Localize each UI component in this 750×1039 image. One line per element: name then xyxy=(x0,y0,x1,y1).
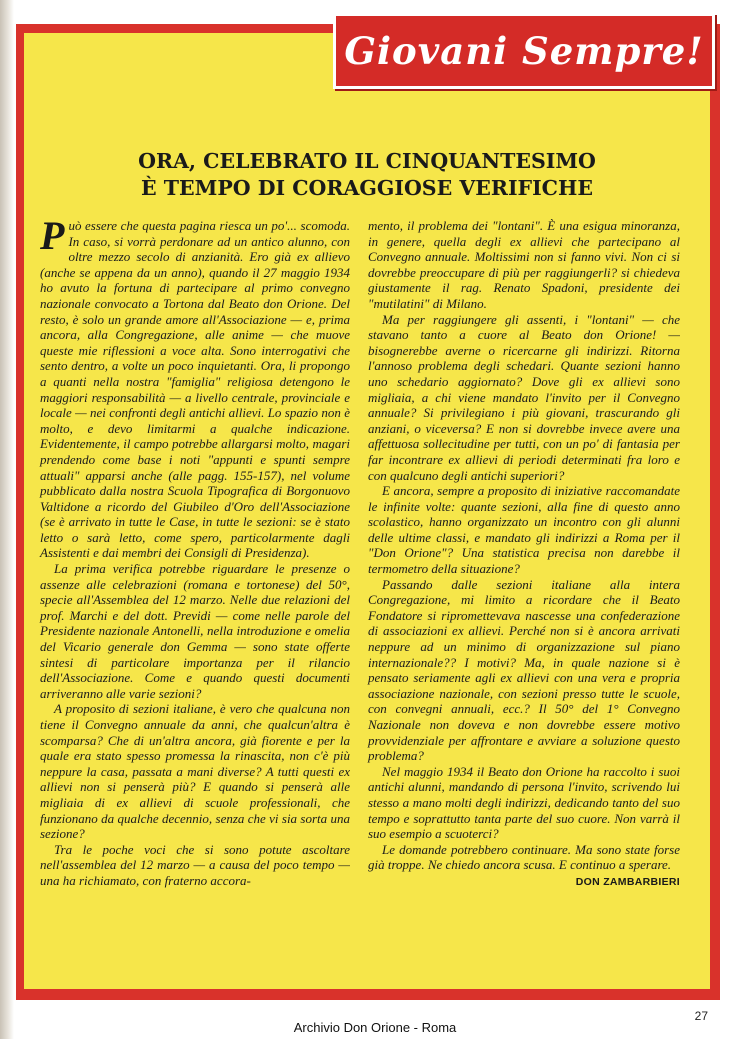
drop-cap: P xyxy=(40,213,65,258)
article-title xyxy=(24,148,710,202)
article-left-column xyxy=(40,213,350,889)
page-number: 27 xyxy=(694,1009,708,1023)
article-title-line-2: È TEMPO DI CORAGGIOSE VERIFICHE xyxy=(140,176,593,200)
archive-label: Archivio Don Orione - Roma xyxy=(293,1020,457,1035)
page-spine xyxy=(0,0,14,1039)
paragraph: Tra le poche voci che si sono potute ascoltare nell'assemblea del 12 marzo — a causa del poco tempo — una ha richiamato, con fraterno accora- xyxy=(40,841,350,888)
paragraph: Passando dalle sezioni italiane alla intera Congregazione, mi limito a ricordare che il Beato Fondatore si ripromettevava nascesse una confederazione di associazioni ex allievi. Perché non si è ancora arrivati neppure ad un minimo di organizzazione sul piano internazionale?? I motivi? Ma, in quale nazione si è pensato seriamente agli ex allievi con una vera e propria associazione nazionale, con sezioni presso tutte le scuole, con convegni annuali, ecc.? Il 50° del 1° Convegno Nazionale non doveva e non dovrebbe essere motivo provvidenziale per affrontare e avviare a soluzione questo problema? xyxy=(368,576,680,764)
article-right-column xyxy=(368,218,680,891)
paragraph-text: Le domande potrebbero continuare. Ma sono state forse già troppe. Ne chiedo ancora scusa. E continuo a sperare. xyxy=(368,841,680,873)
author-signature: DON ZAMBARBIERI xyxy=(575,875,680,888)
paragraph: A proposito di sezioni italiane, è vero che qualcuna non tiene il Convegno annuale da anni, che qualcun'altra è scomparsa? Che di un'altra ancora, già fiorente e per la quale era stato spesso promessa la rinascita, non c'è più neppure la casa, passata a mani diverse? A tutti questi ex allievi non si penserà più? E quando si penserà alle migliaia di ex allievi di scuole professionali, che funzionano da qualche decennio, senza che vi sia sorta una sezione? xyxy=(40,701,350,842)
article-title-line-1: ORA, CELEBRATO IL CINQUANTESIMO xyxy=(138,149,596,173)
paragraph xyxy=(40,213,350,561)
banner-title: Giovani Sempre! xyxy=(344,29,704,73)
paragraph: La prima verifica potrebbe riguardare le presenze o assenze alle celebrazioni (romana e tortonese) del 50°, specie all'Assemblea del 12 marzo. Nelle due relazioni del prof. Marchi e del dott. Previdi — come nelle parole del Presidente nazionale Antonelli, nella introduzione e omelia del Vicario generale don Gemma — sono state offerte sintesi di particolare importanza per il rilancio dell'Associazione. Come e quando questi documenti arriveranno alle varie sezioni? xyxy=(40,561,350,701)
paragraph: Ma per raggiungere gli assenti, i "lontani" — che stavano tanto a cuore al Beato don Orione! — bisognerebbe averne o ricercarne gli indirizzi. Ritorna l'annoso problema degli schedari. Quante sezioni hanno uno schedario aggiornato? Dove gli ex allievi sono migliaia, a chi viene mandato l'invito per il Convegno annuale? Si privilegiano i più giovani, trascurando gli anziani, o viceversa? E non si dovrebbe invece avere una affettuosa sollecitudine per tutti, con un po' di fantasia per far incontrare ex allievi di periodi determinati fra loro e con qualcuno degli antichi superiori? xyxy=(368,311,680,483)
paragraph: Nel maggio 1934 il Beato don Orione ha raccolto i suoi antichi alunni, mandando di persona l'invito, scrivendo lui stesso a mano molti degli indirizzi, dedicando tanto del suo tempo e soprattutto tanta parte del suo cuore. Non varrà il suo esempio a scuoterci? xyxy=(368,763,680,842)
paragraph: E ancora, sempre a proposito di iniziative raccomandate le infinite volte: quante sezioni, alla fine di questo anno scolastico, hanno organizzato un incontro con gli alunni delle ultime classi, e mandato gli indirizzi a Roma per il "Don Orione"? Una statistica precisa non darebbe il termometro della situazione? xyxy=(368,483,680,577)
paragraph-text: uò essere che questa pagina riesca un po'... scomoda. In caso, si vorrà perdonare ad un antico alunno, con oltre mezzo secolo di anzianità. Ero già ex allievo (anche se appena da un anno), quando il 27 maggio 1934 ho avuto la fortuna di partecipare al primo convegno nazionale convocato a Tortona dal Beato don Orione. Del resto, è solo un grande amore all'Associazione — e, prima ancora, alla Congregazione, alle anime — che muove queste mie riflessioni a voce alta. Sono interrogativi che sento dentro, a volte un poco inquietanti. Ora, li propongo a quanti nella nostra "famiglia" religiosa detengono le maggiori responsabilità — a livello centrale, provinciale e locale — nei confronti degli antichi allievi. Lo spazio non è molto, e devo limitarmi a qualche indicazione. Evidentemente, il campo potrebbe allargarsi molto, magari prendendo come base i noti "appunti e spunti sempre attuali" apparsi anche (alle pagg. 155-157), nel volume pubblicato dalla nostra Scuola Tipografica di Borgonuovo Valtidone a ricordo del Giubileo d'Oro dell'Associazione (se è arrivato in tutte le Case, in tutte le sezioni: se è stato letto o sarà letto, come spero, particolarmente dagli Assistenti e dai membri dei Consigli di Presidenza). xyxy=(40,218,350,561)
paragraph xyxy=(368,841,680,888)
paragraph: mento, il problema dei "lontani". È una esigua minoranza, in genere, quella degli ex allievi che partecipano al Convegno annuale. Moltissimi non si fanno vivi. Non ci si dovrebbe preoccupare di più per raggiungerli? si chiedeva giustamente il rag. Renato Spadoni, presidente dei "mutilatini" di Milano. xyxy=(368,218,680,311)
column-banner xyxy=(333,13,715,89)
